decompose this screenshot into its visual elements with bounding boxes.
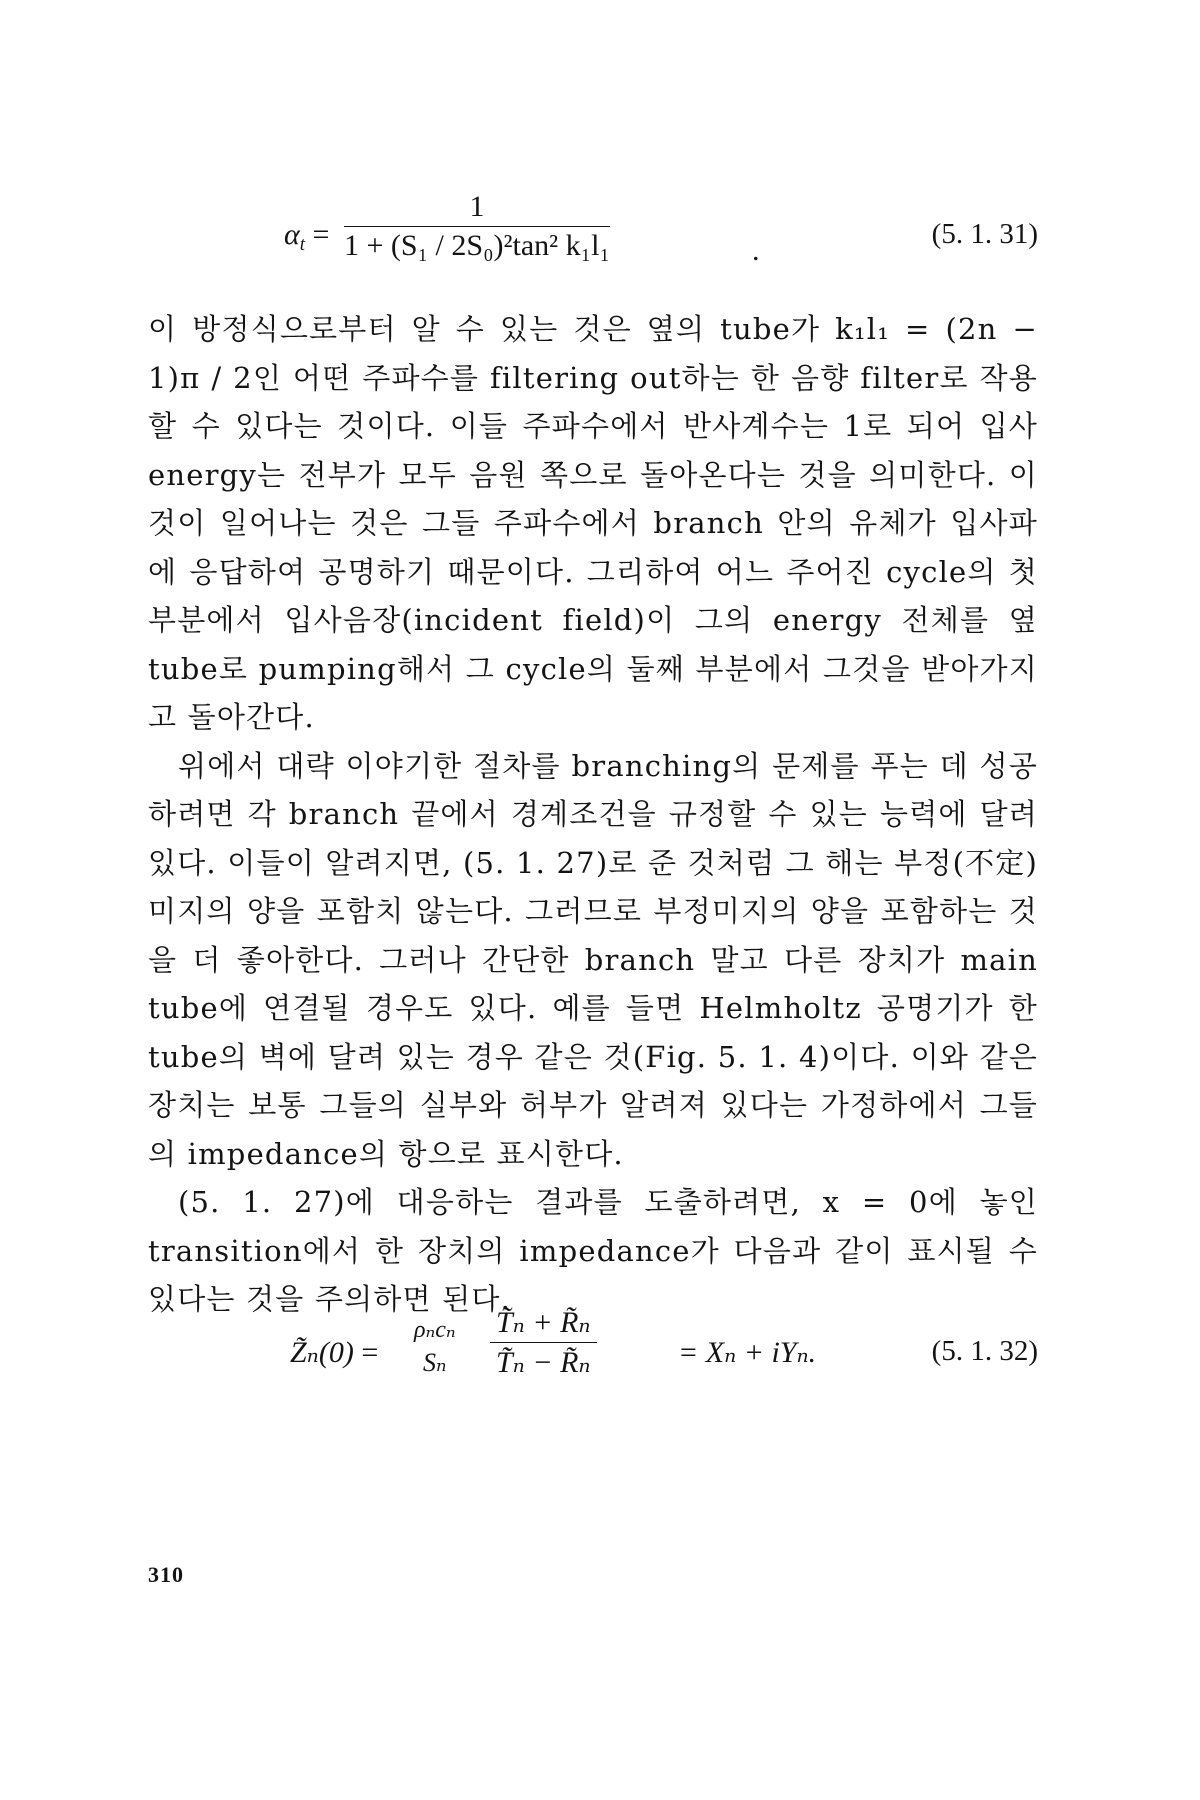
equation-lhs: $\alpha_t$ = [284, 218, 330, 255]
paragraph-2: 위에서 대략 이야기한 절차를 branching의 문제를 푸는 데 성공하려면 각 branch 끝에서 경계조건을 규정할 수 있는 능력에 달려 있다. 이들이 알려지면, (5. 1. 27)로 준 것처럼 그 해는 부정(不定)미지의 양을 포함치 않는다. 그러므로 부정미지의 양을 포함하는 것을 더 좋아한다. 그러나 간단한 branch 말고 다른 장치가 main tube에 연결될 경우도 있다. 예를 들면 Helmholtz 공명기가 한 tube의 벽에 달려 있는 경우 같은 것(Fig. 5. 1. 4)이다. 이와 같은 장치는 보통 그들의 실부와 허부가 알려져 있다는 가정하에서 그들의 impedance의 항으로 표시한다. [148, 748, 1038, 1171]
equation-lhs: Z̃ₙ(0) = [290, 1336, 379, 1369]
ratio-fraction [490, 1305, 597, 1380]
body-text [148, 305, 1038, 1324]
equation-rhs: = Xₙ + iYₙ. [678, 1336, 817, 1369]
equation-number: (5. 1. 32) [931, 1335, 1038, 1367]
equation-fraction [344, 190, 610, 263]
fraction-numerator: 1 [344, 190, 610, 227]
equation-5-1-31 [148, 190, 1038, 290]
paragraph-3: (5. 1. 27)에 대응하는 결과를 도출하려면, x = 0에 놓인 transition에서 한 장치의 impedance가 다음과 같이 표시될 수 있다는 것을 주의하면 된다. [148, 1185, 1038, 1316]
factor-numerator: ρₙcₙ [414, 1317, 456, 1343]
equation-number: (5. 1. 31) [931, 218, 1038, 250]
paragraph-1: 이 방정식으로부터 알 수 있는 것은 옆의 tube가 k₁l₁ = (2n − 1)π / 2인 어떤 주파수를 filtering out하는 한 음향 filter로 작용할 수 있다는 것이다. 이들 주파수에서 반사계수는 1로 되어 입사 energy는 전부가 모두 음원 쪽으로 돌아온다는 것을 의미한다. 이것이 일어나는 것은 그들 주파수에서 branch 안의 유체가 입사파에 응답하여 공명하기 때문이다. 그리하여 어느 주어진 cycle의 첫 부분에서 입사음장(incident field)이 그의 energy 전체를 옆 tube로 pumping해서 그 cycle의 둘째 부분에서 그것을 받아가지고 돌아간다. [148, 312, 1038, 734]
equation-period: . [752, 234, 760, 267]
ratio-denominator: T̃ₙ − R̃ₙ [496, 1346, 591, 1379]
factor-fraction [408, 1315, 462, 1378]
equation-5-1-32 [148, 1305, 1038, 1405]
factor-denominator: Sₙ [423, 1348, 447, 1377]
page-number: 310 [148, 1562, 184, 1587]
fraction-denominator: 1 + (S₁ / 2S₀)²tan² k₁l₁ [344, 229, 610, 262]
ratio-numerator: T̃ₙ + R̃ₙ [490, 1305, 597, 1343]
